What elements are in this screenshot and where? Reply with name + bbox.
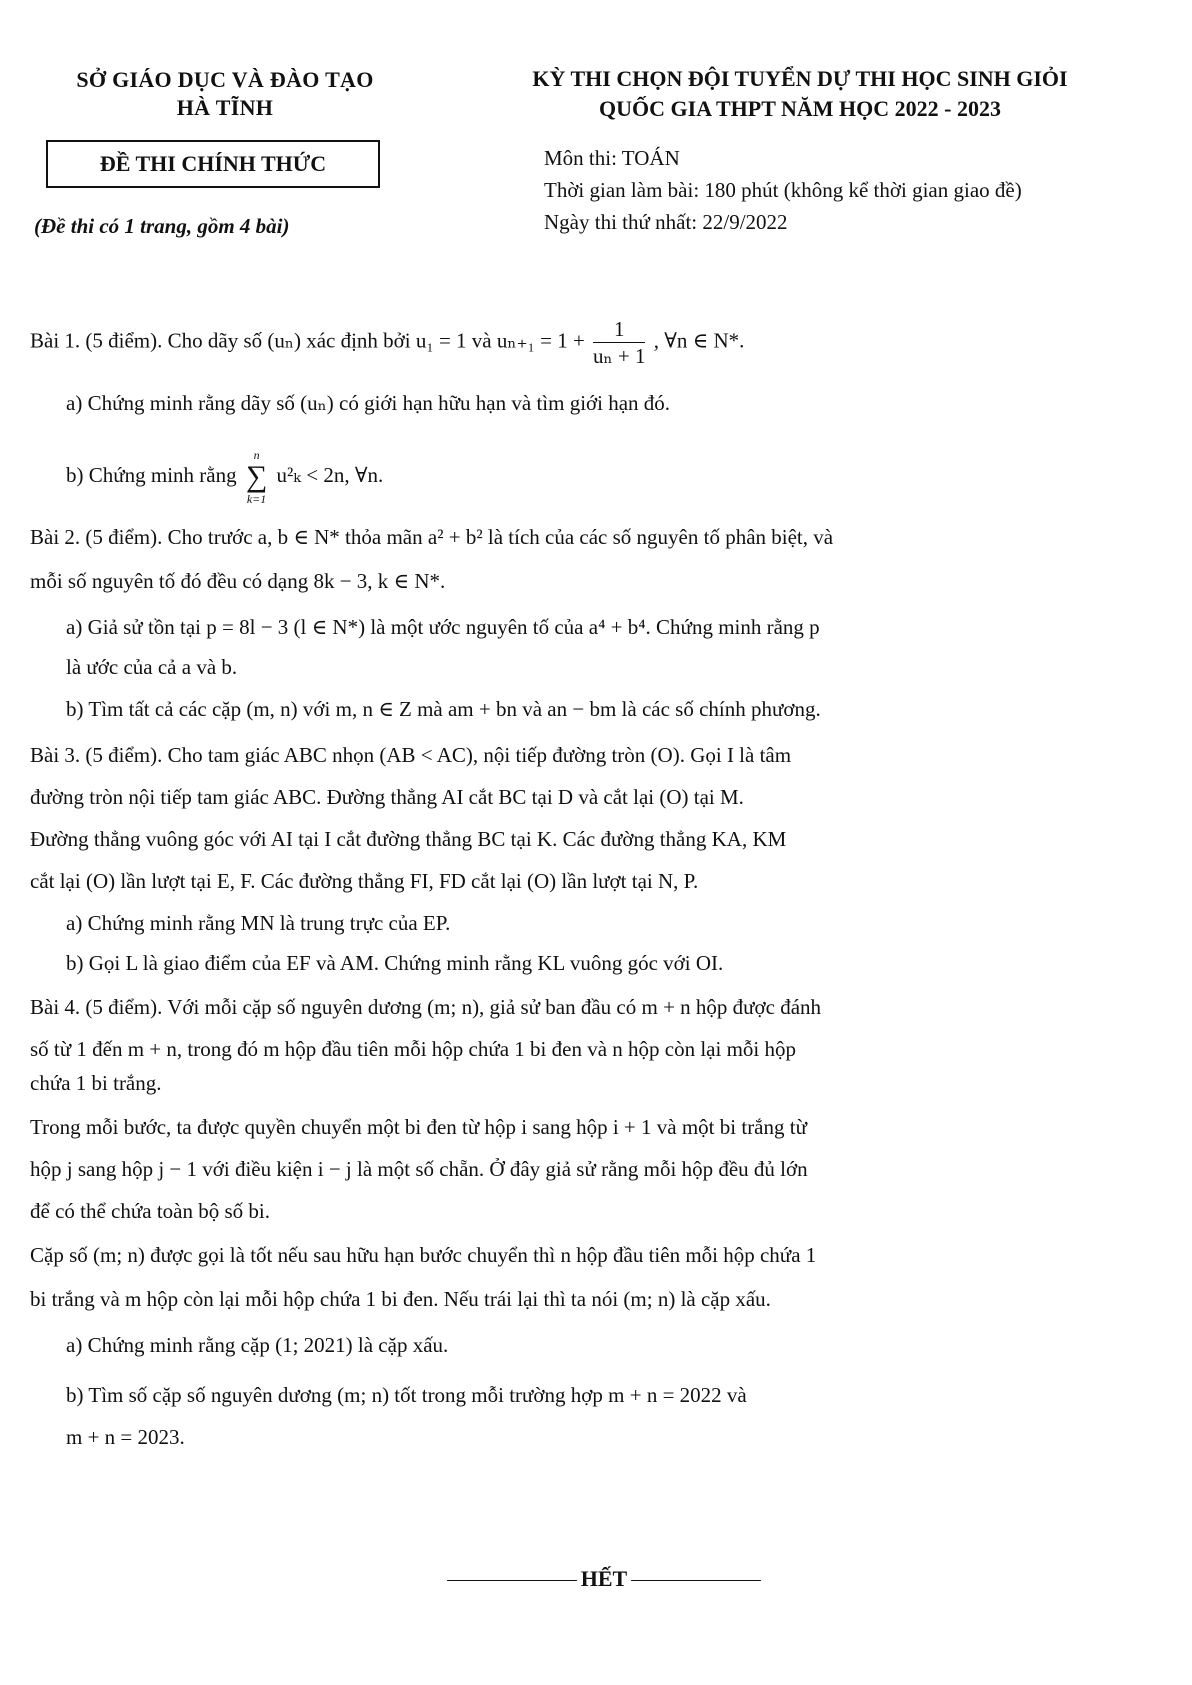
problem-1-intro: Bài 1. (5 điểm). Cho dãy số (uₙ) xác định bởi u₁ = 1 và uₙ₊₁ = 1 + [30,328,585,353]
problem-3-line3: Đường thẳng vuông góc với AI tại I cắt đường thẳng BC tại K. Các đường thẳng KA, KM [30,827,787,851]
problem-1a: a) Chứng minh rằng dãy số (uₙ) có giới hạn hữu hạn và tìm giới hạn đó. [66,391,671,415]
problem-3-line2: đường tròn nội tiếp tam giác ABC. Đường thẳng AI cắt BC tại D và cắt lại (O) tại M. [30,785,744,809]
problem-4-line4: Trong mỗi bước, ta được quyền chuyển một bi đen từ hộp i sang hộp i + 1 và một bi trắng từ [30,1115,807,1139]
problem-3a: a) Chứng minh rằng MN là trung trực của EP. [66,911,451,935]
problem-4-line6: để có thể chứa toàn bộ số bi. [30,1199,270,1223]
problem-4-line1: Bài 4. (5 điểm). Với mỗi cặp số nguyên dương (m; n), giả sử ban đầu có m + n hộp được đánh [30,995,822,1019]
subject: Môn thi: TOÁN [544,146,680,170]
exam-date: Ngày thi thứ nhất: 22/9/2022 [544,210,788,234]
fraction-numerator: 1 [593,316,645,343]
summation-symbol: n ∑ k=1 [245,448,268,506]
official-exam-box: ĐỀ THI CHÍNH THỨC [46,140,380,188]
end-text: HẾT [580,1566,628,1591]
header-left [30,66,420,122]
exam-title-line1: KỲ THI CHỌN ĐỘI TUYỂN DỰ THI HỌC SINH GIỎI [532,66,1068,91]
page-note: (Đề thi có 1 trang, gồm 4 bài) [34,214,290,238]
department-name: SỞ GIÁO DỤC VÀ ĐÀO TẠO [76,67,374,92]
problem-4-line8: bi trắng và m hộp còn lại mỗi hộp chứa 1 bi đen. Nếu trái lại thì ta nói (m; n) là cặp xấu. [30,1287,771,1311]
problem-2a-line2: là ước của cả a và b. [66,655,238,679]
sum-upper-limit: n [253,448,260,462]
problem-1b [66,448,383,506]
problem-4-line3: chứa 1 bi trắng. [30,1071,162,1095]
problem-1-statement [30,316,744,369]
problem-4b-line1: b) Tìm số cặp số nguyên dương (m; n) tốt trong mỗi trường hợp m + n = 2022 và [66,1383,747,1407]
header-right [440,64,1190,234]
problem-4-line5: hộp j sang hộp j − 1 với điều kiện i − j là một số chẵn. Ở đây giả sử rằng mỗi hộp đều đủ lớn [30,1157,808,1181]
problem-4a: a) Chứng minh rằng cặp (1; 2021) là cặp xấu. [66,1333,449,1357]
problem-2-line1: Bài 2. (5 điểm). Cho trước a, b ∈ N* thỏa mãn a² + b² là tích của các số nguyên tố phân biệt, và [30,525,834,549]
end-marker [394,1566,814,1592]
problem-4-line2: số từ 1 đến m + n, trong đó m hộp đầu tiên mỗi hộp chứa 1 bi đen và n hộp còn lại mỗi hộp [30,1037,797,1061]
time-allowed: Thời gian làm bài: 180 phút (không kể thời gian giao đề) [544,178,1022,202]
exam-title-line2: QUỐC GIA THPT NĂM HỌC 2022 - 2023 [599,96,1001,121]
problem-2b: b) Tìm tất cả các cặp (m, n) với m, n ∈ Z mà am + bn và an − bm là các số chính phương. [66,697,821,721]
fraction-denominator: uₙ + 1 [593,344,646,368]
problem-1-intro-end: , ∀n ∈ N*. [653,328,745,353]
problem-2-line2: mỗi số nguyên tố đó đều có dạng 8k − 3, k ∈ N*. [30,569,446,593]
problem-3b: b) Gọi L là giao điểm của EF và AM. Chứng minh rằng KL vuông góc với OI. [66,951,724,975]
problem-3-line1: Bài 3. (5 điểm). Cho tam giác ABC nhọn (AB < AC), nội tiếp đường tròn (O). Gọi I là tâm [30,743,792,767]
sum-lower-limit: k=1 [246,492,267,506]
province-name: HÀ TĨNH [176,95,274,120]
fraction [593,316,645,369]
problem-3-line4: cắt lại (O) lần lượt tại E, F. Các đường thẳng FI, FD cắt lại (O) lần lượt tại N, P. [30,869,699,893]
problem-2a-line1: a) Giả sử tồn tại p = 8l − 3 (l ∈ N*) là một ước nguyên tố của a⁴ + b⁴. Chứng minh rằng p [66,615,820,639]
problem-1b-text: b) Chứng minh rằng [66,462,237,487]
problem-4b-line2: m + n = 2023. [66,1425,185,1449]
problem-1b-inequality: u²ₖ < 2n, ∀n. [276,462,384,487]
problem-4-line7: Cặp số (m; n) được gọi là tốt nếu sau hữu hạn bước chuyển thì n hộp đầu tiên mỗi hộp chứa 1 [30,1243,817,1267]
